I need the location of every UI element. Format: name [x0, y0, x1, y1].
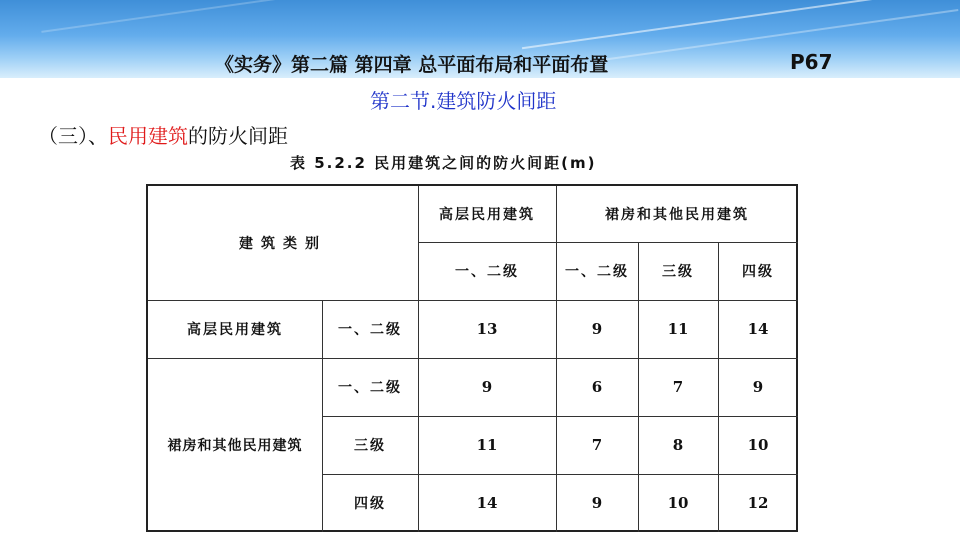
header-sub-grade: 一、二级 — [565, 264, 629, 280]
banner-decoration — [41, 0, 338, 33]
table-caption: 表 5.2.2 民用建筑之间的防火间距(m) — [290, 154, 597, 172]
row-group-label: 裙房和其他民用建筑 — [167, 438, 303, 454]
table-cell: 14 — [747, 320, 769, 338]
table-cell: 12 — [747, 494, 769, 512]
header-group-other: 裙房和其他民用建筑 — [605, 207, 749, 223]
table-cell: 7 — [591, 436, 603, 454]
header-banner — [0, 0, 960, 78]
page-reference: P67 — [790, 50, 833, 74]
header-category: 建筑类别 — [239, 236, 327, 252]
row-group-label: 高层民用建筑 — [187, 322, 283, 338]
header-sub-grade: 四级 — [742, 264, 774, 280]
section-prefix: （三）、 — [38, 124, 108, 148]
row-grade-label: 三级 — [354, 438, 386, 454]
table-cell: 11 — [667, 320, 689, 338]
table-cell: 10 — [747, 436, 769, 454]
table-cell: 11 — [476, 436, 498, 454]
row-grade-label: 一、二级 — [338, 322, 402, 338]
table-cell: 9 — [752, 378, 764, 396]
table-cell: 6 — [591, 378, 603, 396]
row-grade-label: 一、二级 — [338, 380, 402, 396]
section-suffix: 的防火间距 — [188, 124, 288, 148]
section-subtitle: 第二节.建筑防火间距 — [370, 89, 557, 113]
header-group-high: 高层民用建筑 — [439, 207, 535, 223]
section-highlight: 民用建筑 — [108, 124, 188, 148]
slide-title: 《实务》第二篇 第四章 总平面布局和平面布置 — [215, 54, 609, 76]
table-cell: 9 — [591, 320, 603, 338]
table-cell: 9 — [481, 378, 493, 396]
table-cell: 7 — [672, 378, 684, 396]
fire-distance-table — [146, 184, 798, 532]
table-cell: 9 — [591, 494, 603, 512]
header-sub-grade: 三级 — [662, 264, 694, 280]
table-cell: 10 — [667, 494, 689, 512]
section-heading — [38, 120, 288, 149]
table-cell: 8 — [672, 436, 684, 454]
header-sub-grade: 一、二级 — [455, 264, 519, 280]
banner-decoration — [602, 9, 959, 61]
row-grade-label: 四级 — [354, 496, 386, 512]
table-cell: 14 — [476, 494, 498, 512]
table-cell: 13 — [476, 320, 498, 338]
